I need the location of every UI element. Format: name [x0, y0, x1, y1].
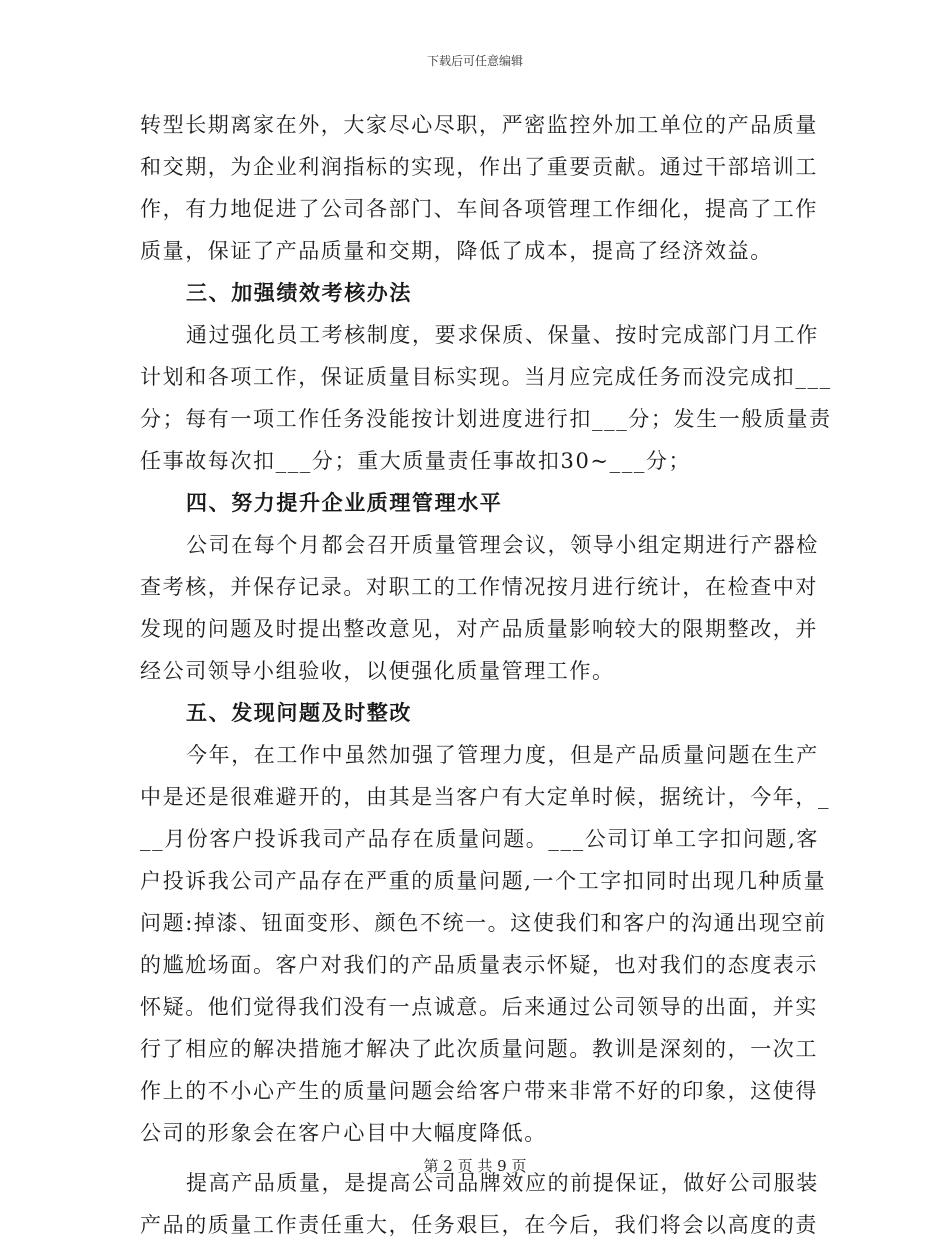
text-line: 发现的问题及时提出整改意见，对产品质量影响较大的限期整改，并 [140, 617, 818, 641]
text-line: 问题:掉漆、钮面变形、颜色不统一。这使我们和客户的沟通出现空前 [140, 911, 827, 935]
page-header: 下载后可任意编辑 [426, 54, 523, 68]
text-line: 提高产品质量，是提高公司品牌效应的前提保证，做好公司服装 [186, 1171, 819, 1195]
text-line: 通过强化员工考核制度，要求保质、保量、按时完成部门月工作 [186, 323, 819, 347]
section-heading-5: 五、发现问题及时整改 [186, 700, 412, 725]
paragraph-1 [140, 104, 818, 272]
text-line: 经公司领导小组验收，以便强化质量管理工作。 [140, 659, 615, 683]
text-line: 的尴尬场面。客户对我们的产品质量表示怀疑，也对我们的态度表示 [140, 953, 818, 977]
paragraph-2 [140, 314, 832, 482]
text-line: 转型长期离家在外，大家尽心尽职，严密监控外加工单位的产品质量 [140, 113, 818, 137]
text-line: 作上的不小心产生的质量问题会给客户带来非常不好的印象，这使得 [140, 1079, 818, 1103]
text-line: 中是还是很难避开的，由其是当客户有大定单时候，据统计，今年，_ [140, 785, 831, 809]
text-line: 任事故每次扣___分；重大质量责任事故扣30~___分； [140, 449, 692, 473]
text-line: 分；每有一项工作任务没能按计划进度进行扣___分；发生一般质量责 [140, 407, 832, 431]
text-line: 今年，在工作中虽然加强了管理力度，但是产品质量问题在生产 [186, 743, 819, 767]
text-line: 作，有力地促进了公司各部门、车间各项管理工作细化，提高了工作 [140, 197, 818, 221]
document-body [140, 104, 832, 1246]
section-heading-4: 四、努力提升企业质理管理水平 [186, 490, 503, 515]
paragraph-3 [140, 524, 819, 692]
text-line: 和交期，为企业利润指标的实现，作出了重要贡献。通过干部培训工 [140, 155, 818, 179]
text-line: __月份客户投诉我司产品存在质量问题。___公司订单工字扣问题,客 [140, 827, 819, 851]
section-heading-3: 三、加强绩效考核办法 [186, 280, 412, 305]
text-line: 公司在每个月都会召开质量管理会议，领导小组定期进行产器检 [186, 533, 819, 557]
text-line: 计划和各项工作，保证质量目标实现。当月应完成任务而没完成扣___ [140, 365, 832, 389]
text-line: 查考核，并保存记录。对职工的工作情况按月进行统计，在检查中对 [140, 575, 818, 599]
page-footer: 第 2 页 共 9 页 [423, 1157, 527, 1175]
paragraph-4 [140, 734, 831, 1154]
text-line: 户投诉我公司产品存在严重的质量问题,一个工字扣同时出现几种质量 [140, 869, 827, 893]
text-line: 行了相应的解决措施才解决了此次质量问题。教训是深刻的，一次工 [140, 1037, 818, 1061]
text-line: 产品的质量工作责任重大，任务艰巨，在今后，我们将会以高度的责 [140, 1213, 818, 1237]
text-line: 质量，保证了产品质量和交期，降低了成本，提高了经济效益。 [140, 239, 773, 263]
text-line: 公司的形象会在客户心目中大幅度降低。 [140, 1121, 547, 1145]
text-line: 怀疑。他们觉得我们没有一点诚意。后来通过公司领导的出面，并实 [140, 995, 818, 1019]
